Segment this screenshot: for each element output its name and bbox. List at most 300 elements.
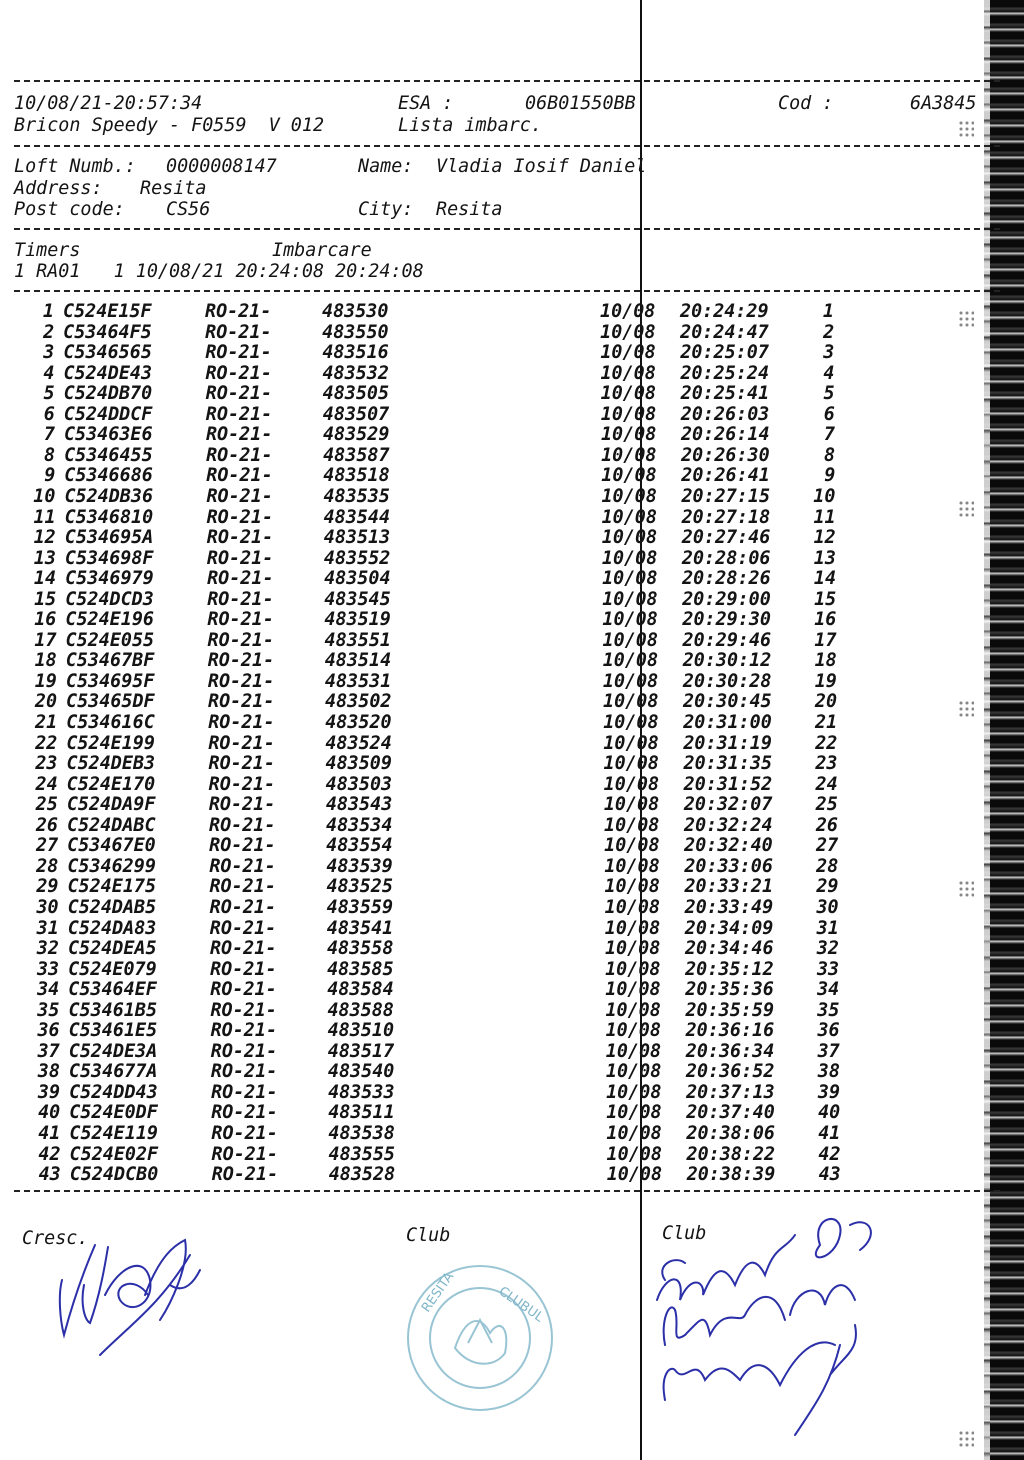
clock-index: 7 (823, 424, 835, 446)
clock-date: 10/08 (602, 609, 658, 631)
timer-line: 1 RA01 1 10/08/21 20:24:08 20:24:08 (14, 261, 424, 282)
clock-date: 10/08 (603, 712, 659, 733)
clock-time: 20:24:29 (680, 301, 769, 322)
row-number: 21 (35, 712, 58, 733)
table-row (0, 878, 1000, 898)
row-number: 39 (37, 1081, 61, 1103)
chip-id: C53467E0 (67, 835, 156, 857)
clock-time: 20:27:18 (681, 506, 771, 528)
table-row (0, 755, 1000, 775)
clock-date: 10/08 (600, 301, 656, 322)
clock-date: 10/08 (602, 670, 659, 692)
program-version: Bricon Speedy - F0559 V 012 (14, 115, 325, 136)
ring-prefix: RO-21- (205, 321, 272, 343)
clock-date: 10/08 (603, 794, 660, 816)
esa-label: ESA : (398, 93, 454, 114)
table-row (0, 629, 1000, 652)
clock-index: 32 (816, 938, 839, 960)
ring-number: 483534 (326, 814, 393, 836)
ring-prefix: RO-21- (211, 1081, 278, 1103)
ring-number: 483584 (327, 979, 394, 1001)
table-row (0, 344, 1000, 364)
clock-index: 23 (815, 753, 838, 775)
row-number: 6 (43, 403, 55, 425)
chip-id: C534698F (64, 547, 154, 569)
table-row (0, 485, 1000, 508)
clock-date: 10/08 (603, 753, 659, 775)
breeder-signature (50, 1225, 220, 1365)
clock-date: 10/08 (601, 444, 657, 466)
row-number: 36 (37, 1020, 60, 1042)
chip-id: C524E02F (69, 1143, 159, 1165)
ring-prefix: RO-21- (205, 301, 272, 322)
row-number: 1 (42, 301, 54, 322)
row-number: 43 (38, 1164, 61, 1186)
clock-index: 33 (816, 958, 840, 980)
ring-number: 483532 (322, 362, 389, 384)
ring-number: 483514 (324, 650, 392, 672)
clock-time: 20:38:39 (686, 1164, 776, 1186)
clock-index: 21 (815, 712, 838, 733)
chip-id: C53467BF (65, 650, 155, 672)
chip-id: C534695F (65, 670, 155, 692)
row-number: 9 (44, 465, 56, 487)
clock-index: 4 (823, 362, 835, 384)
clock-index: 22 (815, 732, 838, 754)
chip-id: C5346565 (63, 342, 152, 364)
ring-number: 483552 (323, 547, 391, 569)
chip-id: C5346299 (67, 855, 156, 877)
clock-time: 20:26:03 (680, 403, 770, 425)
ring-prefix: RO-21- (207, 650, 275, 672)
clock-time: 20:31:52 (683, 773, 773, 795)
clock-date: 10/08 (600, 403, 657, 425)
clock-date: 10/08 (603, 732, 659, 754)
ring-prefix: RO-21- (208, 773, 276, 795)
clock-time: 20:30:28 (682, 670, 772, 692)
clock-index: 12 (813, 527, 836, 549)
chip-id: C53461B5 (68, 999, 158, 1021)
row-number: 24 (35, 773, 58, 795)
row-number: 20 (34, 691, 58, 713)
ring-number: 483510 (327, 1020, 395, 1042)
ring-prefix: RO-21- (209, 814, 276, 836)
ring-number: 483511 (328, 1102, 395, 1124)
ring-number: 483555 (328, 1143, 395, 1165)
clock-time: 20:25:07 (680, 342, 769, 364)
clock-date: 10/08 (604, 835, 660, 857)
clock-time: 20:37:40 (686, 1102, 775, 1124)
clock-date: 10/08 (601, 547, 658, 569)
clock-index: 14 (813, 568, 837, 590)
clock-index: 20 (814, 691, 838, 713)
chip-id: C524DA83 (67, 917, 157, 939)
chip-id: C524E199 (66, 732, 155, 754)
clock-date: 10/08 (602, 588, 658, 610)
clock-date: 10/08 (605, 1020, 661, 1042)
row-number: 23 (35, 753, 58, 775)
ring-number: 483530 (322, 301, 389, 322)
clock-date: 10/08 (604, 876, 660, 898)
clock-date: 10/08 (602, 629, 658, 651)
clock-time: 20:25:41 (680, 383, 770, 405)
row-number: 10 (33, 485, 56, 507)
chip-id: C524E079 (68, 958, 157, 980)
table-row (0, 1166, 1000, 1186)
print-datetime: 10/08/21-20:57:34 (14, 93, 203, 114)
ring-prefix: RO-21- (207, 568, 274, 590)
club-label: Club (406, 1225, 451, 1246)
chip-id: C524DD43 (69, 1081, 158, 1103)
breeder-signature-label: Cresc. (22, 1228, 89, 1249)
table-row (0, 796, 1000, 816)
table-row (0, 385, 1000, 405)
clock-index: 28 (816, 855, 839, 877)
clock-index: 6 (823, 403, 835, 425)
clock-index: 34 (817, 979, 840, 1001)
ring-number: 483524 (325, 732, 392, 754)
row-number: 38 (37, 1061, 60, 1083)
address-value: Resita (140, 178, 207, 199)
clock-time: 20:28:26 (682, 568, 771, 590)
ring-prefix: RO-21- (210, 958, 277, 980)
ring-number: 483585 (327, 958, 394, 980)
row-number: 31 (36, 917, 59, 939)
clock-date: 10/08 (600, 424, 657, 446)
name-label: Name: (358, 156, 414, 177)
chip-id: C524E196 (65, 609, 154, 631)
ring-number: 483539 (326, 855, 393, 877)
clock-index: 41 (818, 1123, 841, 1144)
clock-time: 20:33:06 (684, 855, 773, 877)
chip-id: C524DABC (67, 814, 156, 836)
ring-prefix: RO-21- (206, 506, 274, 528)
ring-prefix: RO-21- (210, 1020, 278, 1042)
table-row (0, 714, 1000, 734)
table-row (0, 426, 1000, 446)
table-row (0, 1040, 1000, 1063)
clock-date: 10/08 (601, 506, 657, 528)
chip-id: C534677A (68, 1061, 158, 1083)
clock-time: 20:32:40 (684, 835, 773, 857)
imbarcare-label: Imbarcare (272, 240, 372, 261)
ring-prefix: RO-21- (205, 424, 273, 446)
row-number: 30 (36, 896, 59, 918)
ring-prefix: RO-21- (210, 979, 277, 1001)
ring-number: 483587 (323, 444, 390, 466)
clock-index: 24 (815, 773, 838, 795)
ring-number: 483541 (326, 917, 394, 939)
table-row (0, 588, 1000, 611)
clock-time: 20:25:24 (680, 362, 770, 384)
ring-number: 483519 (324, 609, 391, 631)
row-number: 2 (43, 321, 55, 343)
clock-date: 10/08 (602, 650, 659, 672)
ring-number: 483544 (323, 506, 391, 528)
clock-date: 10/08 (606, 1164, 663, 1186)
post-code-value: CS56 (166, 199, 211, 220)
row-number: 27 (36, 835, 59, 857)
chip-id: C53463E6 (63, 424, 153, 446)
row-number: 17 (34, 629, 57, 651)
ring-number: 483503 (325, 773, 393, 795)
ring-prefix: RO-21- (210, 1040, 278, 1062)
ring-number: 483520 (325, 712, 392, 733)
clock-time: 20:36:34 (685, 1040, 775, 1062)
clock-index: 9 (824, 465, 836, 487)
clock-index: 5 (823, 383, 835, 405)
table-row (0, 303, 1000, 323)
clock-index: 29 (816, 876, 839, 898)
row-number: 26 (35, 814, 58, 836)
timers-label: Timers (14, 240, 81, 261)
clock-time: 20:30:45 (683, 691, 772, 713)
ring-number: 483538 (328, 1123, 395, 1144)
row-number: 29 (36, 876, 59, 898)
table-row (0, 1081, 1000, 1104)
ring-prefix: RO-21- (211, 1123, 278, 1144)
table-row (0, 693, 1000, 713)
chip-id: C53464F5 (63, 321, 152, 343)
table-row (0, 403, 1000, 426)
chip-id: C524E055 (65, 629, 155, 651)
clock-time: 20:26:30 (681, 444, 770, 466)
ring-number: 483550 (322, 321, 389, 343)
clock-time: 20:24:47 (680, 321, 769, 343)
chip-id: C524E170 (66, 773, 156, 795)
clock-time: 20:36:16 (685, 1020, 775, 1042)
ring-prefix: RO-21- (209, 917, 277, 939)
ring-prefix: RO-21- (209, 938, 277, 960)
clock-time: 20:33:21 (684, 876, 774, 898)
separator (14, 145, 1000, 147)
row-number: 11 (33, 506, 56, 528)
table-row (0, 670, 1000, 693)
chip-id: C524DEB3 (66, 753, 156, 775)
clock-date: 10/08 (600, 362, 656, 384)
chip-id: C524E0DF (69, 1102, 158, 1124)
ring-prefix: RO-21- (205, 383, 273, 405)
chip-id: C524DDCF (63, 403, 153, 425)
row-number: 22 (35, 732, 58, 754)
ring-number: 483509 (325, 753, 392, 775)
ring-prefix: RO-21- (205, 362, 272, 384)
clock-index: 11 (813, 506, 836, 528)
ring-prefix: RO-21- (206, 527, 274, 549)
ring-number: 483551 (324, 629, 391, 651)
clock-date: 10/08 (600, 342, 656, 364)
clock-date: 10/08 (600, 321, 656, 343)
clock-time: 20:34:09 (684, 917, 774, 939)
clock-time: 20:30:12 (682, 650, 772, 672)
stamp-text-top: CLUBUL (495, 1283, 546, 1326)
ring-number: 483513 (323, 527, 391, 549)
chip-id: C53465DF (66, 691, 155, 713)
ring-number: 483531 (324, 670, 392, 692)
ring-prefix: RO-21- (206, 444, 273, 466)
ring-number: 483540 (327, 1061, 395, 1083)
chip-id: C524DAB5 (67, 896, 157, 918)
city-value: Resita (436, 199, 503, 220)
clock-time: 20:36:52 (685, 1061, 775, 1083)
ring-number: 483502 (325, 691, 392, 713)
clock-time: 20:31:35 (683, 753, 773, 775)
ring-prefix: RO-21- (206, 465, 273, 487)
clock-time: 20:29:00 (682, 588, 771, 610)
clock-date: 10/08 (601, 465, 657, 487)
clock-time: 20:26:41 (681, 465, 770, 487)
table-row (0, 773, 1000, 796)
clock-time: 20:27:15 (681, 485, 771, 507)
chip-id: C524DCB0 (69, 1164, 159, 1186)
clock-date: 10/08 (606, 1123, 662, 1144)
ring-number: 483529 (322, 424, 390, 446)
ring-number: 483535 (323, 485, 390, 507)
chip-id: C524E15F (63, 301, 152, 322)
ring-prefix: RO-21- (208, 753, 275, 775)
ring-prefix: RO-21- (211, 1164, 279, 1186)
table-row (0, 855, 1000, 878)
row-number: 16 (34, 609, 57, 631)
clock-date: 10/08 (605, 1061, 662, 1083)
clock-date: 10/08 (604, 855, 660, 877)
loft-label: Loft Numb.: (14, 156, 136, 177)
clock-date: 10/08 (601, 485, 657, 507)
clock-index: 40 (818, 1102, 841, 1124)
table-row (0, 896, 1000, 919)
table-row (0, 1104, 1000, 1124)
chip-id: C524DE43 (63, 362, 153, 384)
table-row (0, 506, 1000, 529)
ring-prefix: RO-21- (205, 403, 273, 425)
row-number: 15 (34, 588, 57, 610)
clock-date: 10/08 (605, 1040, 662, 1062)
table-row (0, 611, 1000, 631)
row-number: 33 (36, 958, 60, 980)
row-number: 8 (44, 444, 56, 466)
clock-index: 26 (815, 814, 838, 836)
esa-value: 06B01550BB (525, 93, 636, 114)
ring-prefix: RO-21- (206, 485, 273, 507)
chip-id: C524E119 (69, 1123, 158, 1144)
scan-specks (958, 1430, 974, 1448)
clock-time: 20:32:07 (683, 794, 773, 816)
chip-id: C524DE3A (68, 1040, 158, 1062)
ring-number: 483559 (326, 896, 394, 918)
clock-index: 35 (817, 999, 840, 1021)
ring-number: 483504 (324, 568, 391, 590)
loft-value: 0000008147 (166, 156, 277, 177)
ring-prefix: RO-21- (208, 732, 275, 754)
table-row (0, 837, 1000, 857)
clock-index: 16 (814, 609, 837, 631)
row-number: 7 (43, 424, 55, 446)
clock-date: 10/08 (604, 917, 661, 939)
row-number: 42 (38, 1143, 61, 1165)
table-row (0, 814, 1000, 837)
table-row (0, 321, 1000, 344)
ring-number: 483588 (327, 999, 394, 1021)
document-title: Lista imbarc. (398, 115, 542, 136)
separator (14, 1190, 1000, 1192)
clock-index: 15 (814, 588, 837, 610)
ring-number: 483543 (325, 794, 393, 816)
chip-id: C524DCD3 (65, 588, 154, 610)
clock-date: 10/08 (606, 1102, 662, 1124)
ring-prefix: RO-21- (211, 1143, 278, 1165)
clock-date: 10/08 (605, 958, 661, 980)
ring-number: 483516 (322, 342, 389, 364)
clock-date: 10/08 (604, 814, 660, 836)
ring-prefix: RO-21- (208, 691, 275, 713)
ring-prefix: RO-21- (209, 896, 277, 918)
chip-id: C5346686 (64, 465, 153, 487)
address-label: Address: (14, 178, 103, 199)
clock-date: 10/08 (601, 527, 658, 549)
row-number: 37 (37, 1040, 60, 1062)
table-row (0, 1063, 1000, 1083)
clock-index: 42 (818, 1143, 841, 1165)
table-row (0, 547, 1000, 570)
ring-prefix: RO-21- (209, 855, 276, 877)
table-row (0, 917, 1000, 940)
row-number: 18 (34, 650, 57, 672)
ring-prefix: RO-21- (205, 342, 272, 364)
clock-time: 20:32:24 (684, 814, 773, 836)
clock-time: 20:31:19 (683, 732, 772, 754)
scan-specks (958, 120, 974, 138)
clock-time: 20:28:06 (681, 547, 771, 569)
ring-prefix: RO-21- (211, 1102, 278, 1124)
separator (14, 228, 1000, 230)
chip-id: C53464EF (68, 979, 157, 1001)
row-number: 13 (33, 547, 56, 569)
clock-index: 3 (823, 342, 835, 364)
row-number: 12 (33, 527, 56, 549)
clock-time: 20:33:49 (684, 896, 774, 918)
clock-index: 27 (816, 835, 839, 857)
ring-prefix: RO-21- (208, 794, 276, 816)
ring-number: 483528 (328, 1164, 396, 1186)
ring-prefix: RO-21- (206, 547, 274, 569)
clock-time: 20:27:46 (681, 527, 771, 549)
ring-prefix: RO-21- (209, 876, 276, 898)
table-row (0, 940, 1000, 960)
table-row (0, 1143, 1000, 1166)
ring-number: 483525 (326, 876, 393, 898)
clock-date: 10/08 (604, 938, 661, 960)
chip-id: C534695A (64, 527, 154, 549)
post-code-label: Post code: (14, 199, 125, 220)
row-number: 32 (36, 938, 59, 960)
chip-id: C5346455 (64, 444, 153, 466)
name-value: Vladia Iosif Daniel (436, 156, 647, 177)
club-stamp (400, 1258, 560, 1418)
ring-prefix: RO-21- (210, 1061, 278, 1083)
clock-date: 10/08 (606, 1143, 662, 1165)
table-row (0, 652, 1000, 672)
clock-index: 31 (816, 917, 839, 939)
clock-index: 17 (814, 629, 837, 651)
ring-number: 483554 (326, 835, 393, 857)
ring-prefix: RO-21- (207, 670, 275, 692)
clock-index: 38 (817, 1061, 840, 1083)
row-number: 34 (37, 979, 60, 1001)
row-number: 28 (36, 855, 59, 877)
row-number: 5 (43, 383, 55, 405)
cod-label: Cod : (778, 93, 834, 114)
stamp-text-left: RESITA (418, 1269, 458, 1316)
